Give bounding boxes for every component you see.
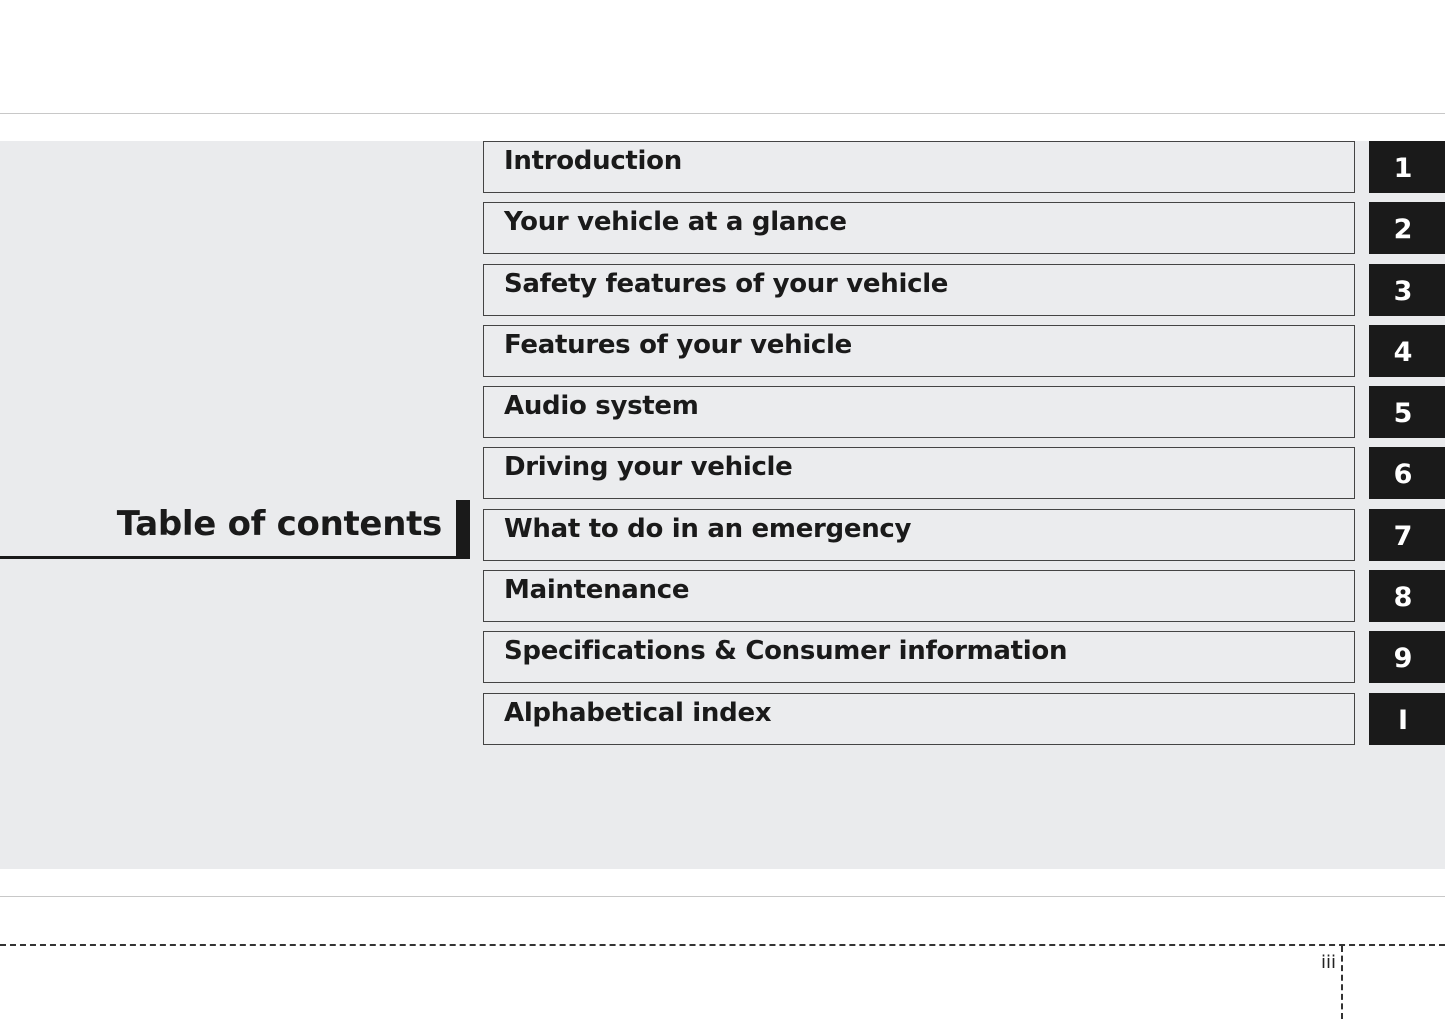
chapter-tab[interactable] xyxy=(1369,631,1445,683)
chapter-number: 4 xyxy=(1393,337,1413,368)
title-marker-bar xyxy=(456,500,470,559)
chapter-tab[interactable] xyxy=(1369,693,1445,745)
chapter-number: 3 xyxy=(1393,276,1413,307)
chapter-number: 2 xyxy=(1393,214,1413,245)
chapter-label: Features of your vehicle xyxy=(504,330,852,360)
chapter-box xyxy=(483,509,1355,561)
chapter-tab[interactable] xyxy=(1369,141,1445,193)
chapter-features[interactable] xyxy=(483,325,1445,379)
chapter-maintenance[interactable] xyxy=(483,570,1445,624)
top-rule xyxy=(0,113,1445,114)
cut-line-vertical xyxy=(1341,946,1343,1019)
chapter-box xyxy=(483,386,1355,438)
chapter-box xyxy=(483,202,1355,254)
chapter-tab[interactable] xyxy=(1369,570,1445,622)
chapter-tab[interactable] xyxy=(1369,509,1445,561)
chapter-box xyxy=(483,447,1355,499)
chapter-label: Your vehicle at a glance xyxy=(504,207,847,237)
chapter-number: 9 xyxy=(1393,643,1413,674)
chapter-driving[interactable] xyxy=(483,447,1445,501)
chapter-tab[interactable] xyxy=(1369,447,1445,499)
chapter-tab[interactable] xyxy=(1369,386,1445,438)
page-title: Table of contents xyxy=(116,504,442,544)
chapter-vehicle-at-a-glance[interactable] xyxy=(483,202,1445,256)
title-underline xyxy=(0,556,470,559)
chapter-specifications[interactable] xyxy=(483,631,1445,685)
chapter-number: 5 xyxy=(1393,398,1413,429)
chapter-alphabetical-index[interactable] xyxy=(483,693,1445,747)
chapter-label: Introduction xyxy=(504,146,682,176)
chapter-box xyxy=(483,141,1355,193)
chapter-introduction[interactable] xyxy=(483,141,1445,195)
chapter-label: What to do in an emergency xyxy=(504,514,912,544)
chapter-number: I xyxy=(1397,705,1409,736)
chapter-tab[interactable] xyxy=(1369,202,1445,254)
chapter-safety-features[interactable] xyxy=(483,264,1445,318)
chapter-label: Alphabetical index xyxy=(504,698,772,728)
cut-line-horizontal xyxy=(0,944,1445,946)
chapter-box xyxy=(483,325,1355,377)
chapter-label: Maintenance xyxy=(504,575,690,605)
chapter-number: 6 xyxy=(1393,459,1413,490)
chapter-label: Safety features of your vehicle xyxy=(504,269,949,299)
chapter-tab[interactable] xyxy=(1369,325,1445,377)
page-number: iii xyxy=(1320,952,1336,973)
chapter-number: 7 xyxy=(1393,521,1413,552)
chapter-number: 8 xyxy=(1393,582,1413,613)
chapter-number: 1 xyxy=(1393,153,1413,184)
chapter-box xyxy=(483,631,1355,683)
chapter-tab[interactable] xyxy=(1369,264,1445,316)
bottom-rule xyxy=(0,896,1445,897)
chapter-label: Audio system xyxy=(504,391,699,421)
chapter-box xyxy=(483,264,1355,316)
chapter-label: Driving your vehicle xyxy=(504,452,793,482)
chapter-box xyxy=(483,570,1355,622)
chapter-audio-system[interactable] xyxy=(483,386,1445,440)
chapter-emergency[interactable] xyxy=(483,509,1445,563)
chapter-label: Specifications & Consumer information xyxy=(504,636,1068,666)
chapter-box xyxy=(483,693,1355,745)
